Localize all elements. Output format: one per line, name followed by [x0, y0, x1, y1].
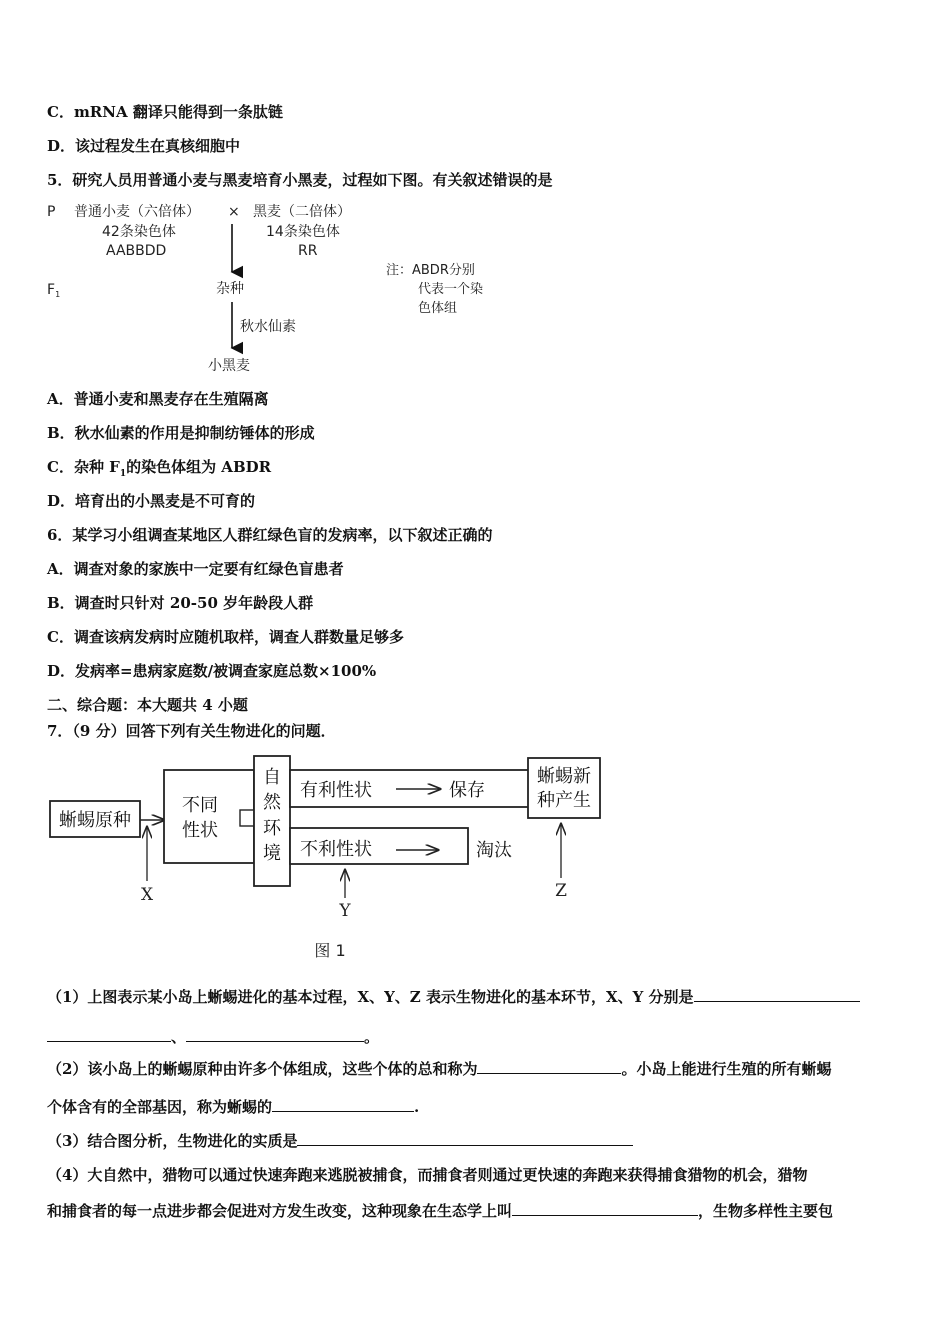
y-label: Y [339, 901, 351, 921]
q7-stem: 7．（9 分）回答下列有关生物进化的问题． [47, 722, 336, 740]
q6-option-b: B．调查时只针对 20-50 岁年龄段人群 [47, 594, 314, 612]
q5-option-c: C．杂种 $F_1$的染色体组为 ABDR [47, 458, 272, 479]
q7-part1-line2: 、 。 [47, 1027, 379, 1047]
blank-population[interactable] [477, 1059, 621, 1074]
note-line-3: 色体组 [418, 301, 458, 316]
q4-option-d: D．该过程发生在真核细胞中 [47, 137, 241, 155]
blank-gene-pool[interactable] [272, 1097, 414, 1112]
parent2-name: 黑麦（二倍体） [253, 204, 351, 220]
x-label: X [140, 885, 154, 905]
traits-label-2: 性状 [182, 820, 218, 841]
env-char-2: 然 [263, 792, 281, 813]
hybrid-label: 杂种 [216, 281, 244, 297]
unfavorable-label: 不利性状 [300, 839, 372, 860]
blank-coevolution[interactable] [512, 1201, 698, 1216]
q5-option-d: D．培育出的小黑麦是不可育的 [47, 492, 256, 510]
eliminate-label: 淘汰 [476, 840, 512, 861]
colchicine-label: 秋水仙素 [240, 319, 296, 335]
q7-evolution-figure [40, 748, 610, 970]
favorable-label: 有利性状 [300, 780, 372, 801]
note-line-1: 注：ABDR分别 [386, 263, 475, 278]
origin-label: 蜥蜴原种 [59, 810, 131, 831]
parent2-genome: RR [298, 243, 318, 259]
new-species-label-1: 蜥蜴新 [537, 766, 591, 787]
section-heading: 二、综合题：本大题共 4 小题 [47, 696, 248, 714]
q6-option-d: D．发病率=患病家庭数/被调查家庭总数×100% [47, 662, 377, 680]
q7-part3: （3）结合图分析，生物进化的实质是 [47, 1131, 633, 1151]
cross-symbol: × [228, 204, 240, 220]
figure-caption: 图 1 [314, 941, 346, 960]
parent1-genome: AABBDD [106, 243, 167, 259]
env-char-3: 环 [263, 818, 281, 839]
new-species-label-2: 种产生 [537, 790, 591, 811]
parent1-chromosomes: 42条染色体 [102, 224, 176, 240]
q7-part2-line1: （2）该小岛上的蜥蜴原种由许多个体组成，这些个体的总和称为 。小岛上能进行生殖的所有蜥蜴 [47, 1060, 832, 1078]
q5-option-b: B．秋水仙素的作用是抑制纺锤体的形成 [47, 424, 315, 442]
q7-part4-line2: 和捕食者的每一点进步都会促进对方发生改变，这种现象在生态学上叫 ，生物多样性主要包 [47, 1202, 834, 1220]
env-char-4: 境 [263, 843, 281, 864]
q7-part1-line1: （1）上图表示某小岛上蜥蜴进化的基本过程，X、Y、Z 表示生物进化的基本环节，X、Y 分别是 [47, 987, 860, 1007]
f1-label: $F_1$ [47, 282, 61, 299]
p-label: P [47, 204, 56, 220]
keep-label: 保存 [449, 780, 485, 801]
q5-breeding-diagram [40, 198, 520, 380]
q7-part4-line1: （4）大自然中，猎物可以通过快速奔跑来逃脱被捕食，而捕食者则通过更快速的奔跑来获得捕食猎物的机会，猎物 [47, 1166, 808, 1184]
q5-option-a: A．普通小麦和黑麦存在生殖隔离 [47, 390, 269, 408]
q6-stem: 6．某学习小组调查某地区人群红绿色盲的发病率，以下叙述正确的 [47, 526, 493, 544]
blank-x-cont[interactable] [47, 1027, 171, 1042]
q6-option-a: A．调查对象的家族中一定要有红绿色盲患者 [47, 560, 344, 578]
traits-connector [240, 810, 254, 826]
q4-option-c: C．mRNA 翻译只能得到一条肽链 [47, 103, 283, 121]
z-label: Z [555, 881, 567, 901]
q7-part2-line2: 个体含有的全部基因，称为蜥蜴的 . [47, 1098, 420, 1116]
blank-essence[interactable] [297, 1131, 633, 1146]
parent2-chromosomes: 14条染色体 [266, 224, 340, 240]
env-char-1: 自 [263, 767, 281, 788]
q6-option-c: C．调查该病发病时应随机取样，调查人群数量足够多 [47, 628, 404, 646]
blank-y[interactable] [186, 1027, 364, 1042]
triticale-label: 小黑麦 [208, 358, 250, 374]
parent1-name: 普通小麦（六倍体） [74, 204, 200, 220]
blank-x[interactable] [694, 987, 860, 1002]
traits-label-1: 不同 [182, 795, 218, 816]
note-line-2: 代表一个染 [418, 282, 484, 297]
q5-stem: 5．研究人员用普通小麦与黑麦培育小黑麦，过程如下图。有关叙述错误的是 [47, 171, 553, 189]
